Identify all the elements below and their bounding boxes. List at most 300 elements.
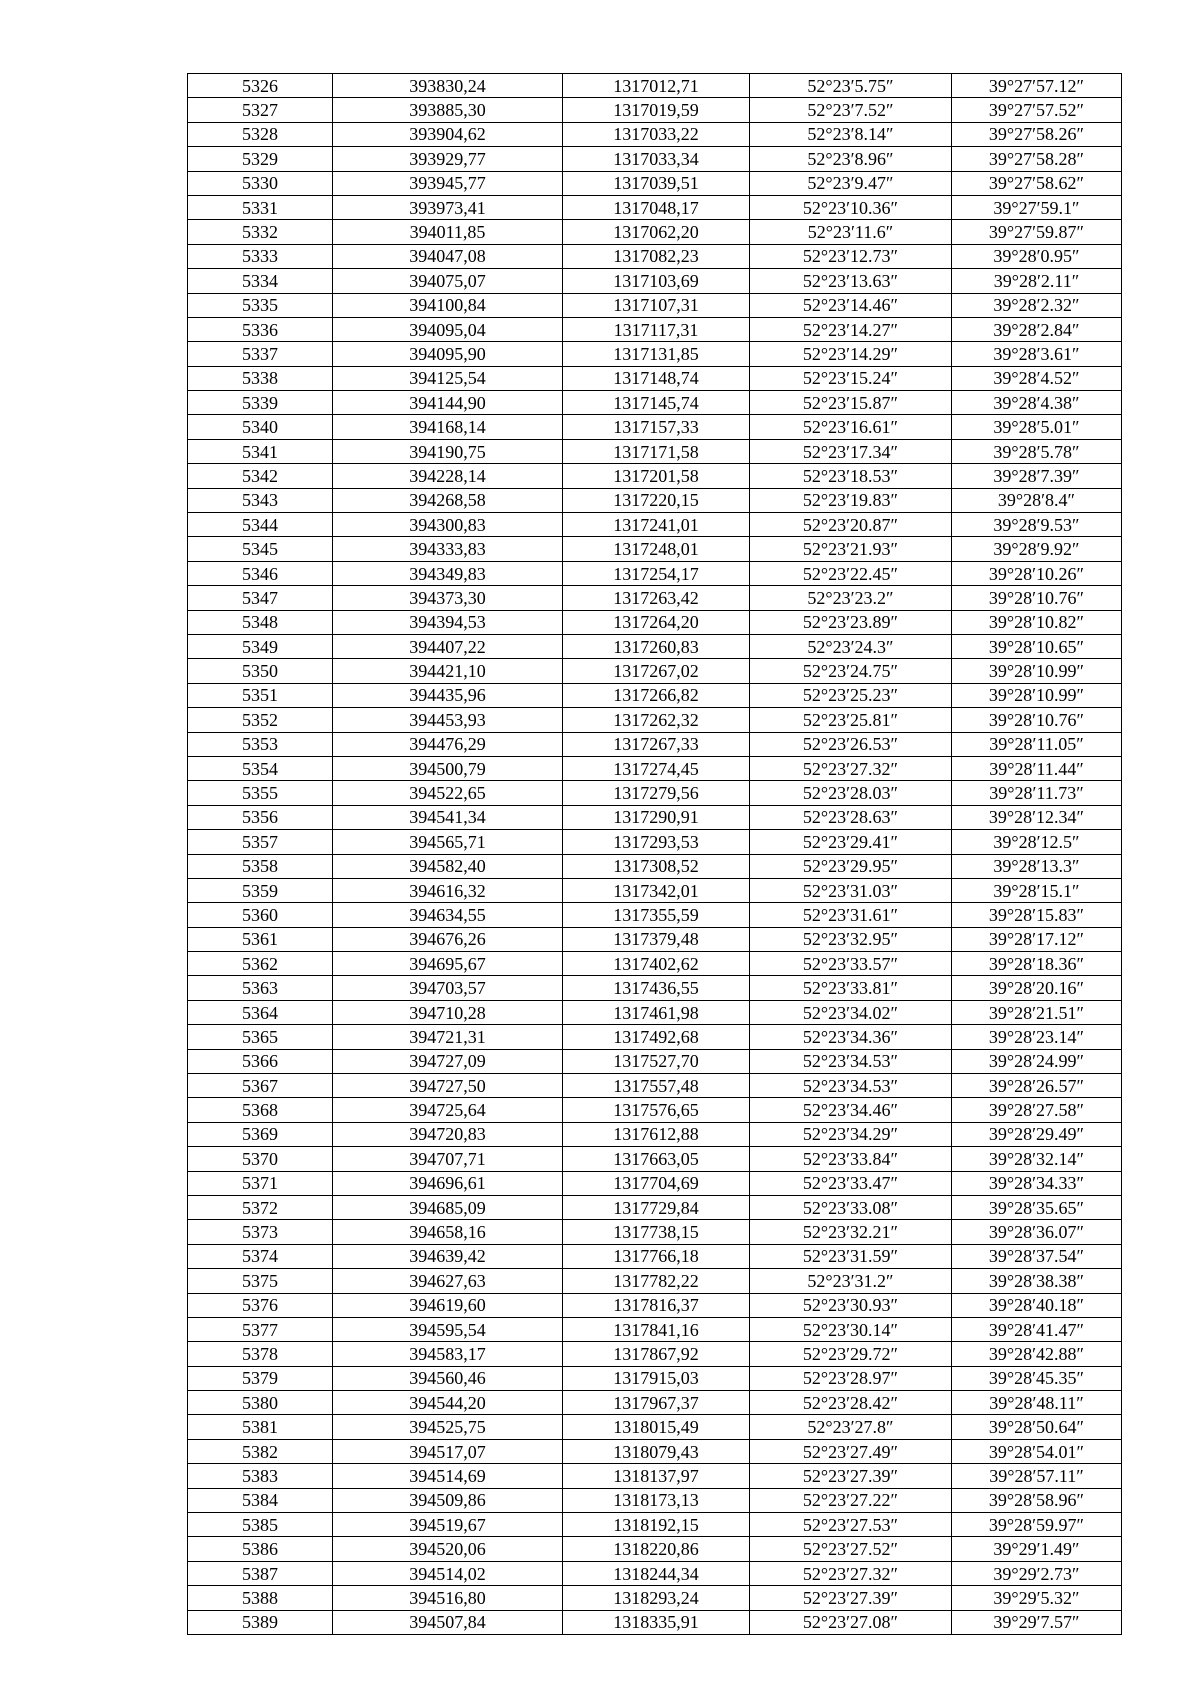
y-coordinate-cell: 1317766,18 — [563, 1244, 750, 1268]
table-row — [188, 952, 1122, 976]
y-coordinate-cell: 1317264,20 — [563, 610, 750, 634]
latitude-cell: 52°23′27.08″ — [750, 1610, 952, 1634]
point-number-cell: 5359 — [188, 878, 333, 902]
point-number-cell: 5362 — [188, 952, 333, 976]
longitude-cell: 39°28′29.49″ — [952, 1122, 1122, 1146]
y-coordinate-cell: 1317402,62 — [563, 952, 750, 976]
y-coordinate-cell: 1317379,48 — [563, 927, 750, 951]
y-coordinate-cell: 1317738,15 — [563, 1220, 750, 1244]
table-row — [188, 147, 1122, 171]
x-coordinate-cell: 394727,09 — [333, 1049, 563, 1073]
x-coordinate-cell: 394514,02 — [333, 1561, 563, 1585]
x-coordinate-cell: 394658,16 — [333, 1220, 563, 1244]
point-number-cell: 5383 — [188, 1464, 333, 1488]
table-row — [188, 586, 1122, 610]
table-row — [188, 1513, 1122, 1537]
latitude-cell: 52°23′31.2″ — [750, 1269, 952, 1293]
point-number-cell: 5363 — [188, 976, 333, 1000]
latitude-cell: 52°23′15.87″ — [750, 391, 952, 415]
x-coordinate-cell: 394721,31 — [333, 1025, 563, 1049]
table-row — [188, 1220, 1122, 1244]
latitude-cell: 52°23′9.47″ — [750, 171, 952, 195]
x-coordinate-cell: 394695,67 — [333, 952, 563, 976]
x-coordinate-cell: 394507,84 — [333, 1610, 563, 1634]
longitude-cell: 39°28′23.14″ — [952, 1025, 1122, 1049]
x-coordinate-cell: 394634,55 — [333, 903, 563, 927]
point-number-cell: 5342 — [188, 464, 333, 488]
point-number-cell: 5358 — [188, 854, 333, 878]
latitude-cell: 52°23′30.14″ — [750, 1317, 952, 1341]
x-coordinate-cell: 394685,09 — [333, 1195, 563, 1219]
y-coordinate-cell: 1318293,24 — [563, 1586, 750, 1610]
point-number-cell: 5379 — [188, 1366, 333, 1390]
y-coordinate-cell: 1317131,85 — [563, 342, 750, 366]
point-number-cell: 5360 — [188, 903, 333, 927]
point-number-cell: 5328 — [188, 122, 333, 146]
x-coordinate-cell: 394520,06 — [333, 1537, 563, 1561]
latitude-cell: 52°23′14.27″ — [750, 317, 952, 341]
table-row — [188, 1147, 1122, 1171]
x-coordinate-cell: 394453,93 — [333, 708, 563, 732]
x-coordinate-cell: 394509,86 — [333, 1488, 563, 1512]
y-coordinate-cell: 1317279,56 — [563, 781, 750, 805]
x-coordinate-cell: 394517,07 — [333, 1439, 563, 1463]
y-coordinate-cell: 1317461,98 — [563, 1000, 750, 1024]
x-coordinate-cell: 394407,22 — [333, 634, 563, 658]
longitude-cell: 39°27′58.26″ — [952, 122, 1122, 146]
table-row — [188, 854, 1122, 878]
longitude-cell: 39°28′36.07″ — [952, 1220, 1122, 1244]
point-number-cell: 5371 — [188, 1171, 333, 1195]
longitude-cell: 39°28′20.16″ — [952, 976, 1122, 1000]
point-number-cell: 5381 — [188, 1415, 333, 1439]
point-number-cell: 5327 — [188, 98, 333, 122]
latitude-cell: 52°23′14.46″ — [750, 293, 952, 317]
table-row — [188, 1244, 1122, 1268]
latitude-cell: 52°23′34.53″ — [750, 1074, 952, 1098]
point-number-cell: 5339 — [188, 391, 333, 415]
table-row — [188, 976, 1122, 1000]
latitude-cell: 52°23′34.53″ — [750, 1049, 952, 1073]
table-row — [188, 1025, 1122, 1049]
y-coordinate-cell: 1317033,34 — [563, 147, 750, 171]
point-number-cell: 5368 — [188, 1098, 333, 1122]
y-coordinate-cell: 1317492,68 — [563, 1025, 750, 1049]
latitude-cell: 52°23′28.63″ — [750, 805, 952, 829]
latitude-cell: 52°23′34.29″ — [750, 1122, 952, 1146]
longitude-cell: 39°28′7.39″ — [952, 464, 1122, 488]
table-row — [188, 513, 1122, 537]
y-coordinate-cell: 1317867,92 — [563, 1342, 750, 1366]
latitude-cell: 52°23′24.75″ — [750, 659, 952, 683]
point-number-cell: 5348 — [188, 610, 333, 634]
latitude-cell: 52°23′16.61″ — [750, 415, 952, 439]
y-coordinate-cell: 1318079,43 — [563, 1439, 750, 1463]
latitude-cell: 52°23′28.03″ — [750, 781, 952, 805]
point-number-cell: 5334 — [188, 269, 333, 293]
table-row — [188, 634, 1122, 658]
x-coordinate-cell: 394373,30 — [333, 586, 563, 610]
table-row — [188, 1464, 1122, 1488]
latitude-cell: 52°23′18.53″ — [750, 464, 952, 488]
longitude-cell: 39°27′59.87″ — [952, 220, 1122, 244]
y-coordinate-cell: 1317033,22 — [563, 122, 750, 146]
longitude-cell: 39°27′58.62″ — [952, 171, 1122, 195]
longitude-cell: 39°28′35.65″ — [952, 1195, 1122, 1219]
point-number-cell: 5378 — [188, 1342, 333, 1366]
point-number-cell: 5352 — [188, 708, 333, 732]
table-row — [188, 439, 1122, 463]
point-number-cell: 5347 — [188, 586, 333, 610]
latitude-cell: 52°23′32.95″ — [750, 927, 952, 951]
longitude-cell: 39°28′17.12″ — [952, 927, 1122, 951]
table-row — [188, 1195, 1122, 1219]
y-coordinate-cell: 1317062,20 — [563, 220, 750, 244]
longitude-cell: 39°28′37.54″ — [952, 1244, 1122, 1268]
table-row — [188, 927, 1122, 951]
point-number-cell: 5331 — [188, 195, 333, 219]
latitude-cell: 52°23′33.47″ — [750, 1171, 952, 1195]
longitude-cell: 39°28′24.99″ — [952, 1049, 1122, 1073]
y-coordinate-cell: 1317260,83 — [563, 634, 750, 658]
x-coordinate-cell: 394144,90 — [333, 391, 563, 415]
x-coordinate-cell: 394519,67 — [333, 1513, 563, 1537]
table-row — [188, 610, 1122, 634]
longitude-cell: 39°28′5.78″ — [952, 439, 1122, 463]
latitude-cell: 52°23′33.81″ — [750, 976, 952, 1000]
latitude-cell: 52°23′27.32″ — [750, 756, 952, 780]
y-coordinate-cell: 1317241,01 — [563, 513, 750, 537]
y-coordinate-cell: 1317117,31 — [563, 317, 750, 341]
table-row — [188, 1293, 1122, 1317]
x-coordinate-cell: 394565,71 — [333, 830, 563, 854]
point-number-cell: 5355 — [188, 781, 333, 805]
y-coordinate-cell: 1317048,17 — [563, 195, 750, 219]
x-coordinate-cell: 394100,84 — [333, 293, 563, 317]
x-coordinate-cell: 394435,96 — [333, 683, 563, 707]
y-coordinate-cell: 1317527,70 — [563, 1049, 750, 1073]
x-coordinate-cell: 394125,54 — [333, 366, 563, 390]
latitude-cell: 52°23′11.6″ — [750, 220, 952, 244]
x-coordinate-cell: 393945,77 — [333, 171, 563, 195]
point-number-cell: 5374 — [188, 1244, 333, 1268]
point-number-cell: 5365 — [188, 1025, 333, 1049]
table-row — [188, 683, 1122, 707]
point-number-cell: 5329 — [188, 147, 333, 171]
point-number-cell: 5332 — [188, 220, 333, 244]
table-row — [188, 1610, 1122, 1634]
latitude-cell: 52°23′24.3″ — [750, 634, 952, 658]
longitude-cell: 39°28′50.64″ — [952, 1415, 1122, 1439]
longitude-cell: 39°27′57.12″ — [952, 74, 1122, 98]
y-coordinate-cell: 1317263,42 — [563, 586, 750, 610]
table-row — [188, 1074, 1122, 1098]
longitude-cell: 39°28′0.95″ — [952, 244, 1122, 268]
x-coordinate-cell: 393929,77 — [333, 147, 563, 171]
y-coordinate-cell: 1317841,16 — [563, 1317, 750, 1341]
latitude-cell: 52°23′33.57″ — [750, 952, 952, 976]
point-number-cell: 5364 — [188, 1000, 333, 1024]
table-row — [188, 269, 1122, 293]
y-coordinate-cell: 1317267,33 — [563, 732, 750, 756]
y-coordinate-cell: 1318173,13 — [563, 1488, 750, 1512]
x-coordinate-cell: 394696,61 — [333, 1171, 563, 1195]
point-number-cell: 5387 — [188, 1561, 333, 1585]
table-row — [188, 561, 1122, 585]
y-coordinate-cell: 1318335,91 — [563, 1610, 750, 1634]
longitude-cell: 39°29′1.49″ — [952, 1537, 1122, 1561]
latitude-cell: 52°23′27.52″ — [750, 1537, 952, 1561]
latitude-cell: 52°23′27.32″ — [750, 1561, 952, 1585]
latitude-cell: 52°23′8.96″ — [750, 147, 952, 171]
x-coordinate-cell: 394095,90 — [333, 342, 563, 366]
table-row — [188, 1561, 1122, 1585]
x-coordinate-cell: 393885,30 — [333, 98, 563, 122]
table-row — [188, 1098, 1122, 1122]
x-coordinate-cell: 394560,46 — [333, 1366, 563, 1390]
point-number-cell: 5337 — [188, 342, 333, 366]
y-coordinate-cell: 1318015,49 — [563, 1415, 750, 1439]
point-number-cell: 5373 — [188, 1220, 333, 1244]
point-number-cell: 5357 — [188, 830, 333, 854]
longitude-cell: 39°28′8.4″ — [952, 488, 1122, 512]
x-coordinate-cell: 394720,83 — [333, 1122, 563, 1146]
y-coordinate-cell: 1317107,31 — [563, 293, 750, 317]
x-coordinate-cell: 394627,63 — [333, 1269, 563, 1293]
latitude-cell: 52°23′27.39″ — [750, 1586, 952, 1610]
y-coordinate-cell: 1317103,69 — [563, 269, 750, 293]
table-row — [188, 1586, 1122, 1610]
x-coordinate-cell: 394703,57 — [333, 976, 563, 1000]
table-row — [188, 98, 1122, 122]
latitude-cell: 52°23′13.63″ — [750, 269, 952, 293]
latitude-cell: 52°23′34.36″ — [750, 1025, 952, 1049]
longitude-cell: 39°28′12.34″ — [952, 805, 1122, 829]
point-number-cell: 5345 — [188, 537, 333, 561]
longitude-cell: 39°28′41.47″ — [952, 1317, 1122, 1341]
y-coordinate-cell: 1317157,33 — [563, 415, 750, 439]
latitude-cell: 52°23′21.93″ — [750, 537, 952, 561]
point-number-cell: 5376 — [188, 1293, 333, 1317]
y-coordinate-cell: 1317254,17 — [563, 561, 750, 585]
point-number-cell: 5344 — [188, 513, 333, 537]
table-row — [188, 732, 1122, 756]
x-coordinate-cell: 394300,83 — [333, 513, 563, 537]
point-number-cell: 5340 — [188, 415, 333, 439]
y-coordinate-cell: 1317248,01 — [563, 537, 750, 561]
longitude-cell: 39°28′21.51″ — [952, 1000, 1122, 1024]
table-row — [188, 244, 1122, 268]
longitude-cell: 39°28′10.76″ — [952, 586, 1122, 610]
y-coordinate-cell: 1317355,59 — [563, 903, 750, 927]
point-number-cell: 5380 — [188, 1391, 333, 1415]
point-number-cell: 5336 — [188, 317, 333, 341]
longitude-cell: 39°28′10.82″ — [952, 610, 1122, 634]
longitude-cell: 39°28′27.58″ — [952, 1098, 1122, 1122]
table-row — [188, 74, 1122, 98]
x-coordinate-cell: 394541,34 — [333, 805, 563, 829]
x-coordinate-cell: 394168,14 — [333, 415, 563, 439]
table-row — [188, 537, 1122, 561]
point-number-cell: 5338 — [188, 366, 333, 390]
point-number-cell: 5353 — [188, 732, 333, 756]
y-coordinate-cell: 1317039,51 — [563, 171, 750, 195]
table-row — [188, 1171, 1122, 1195]
x-coordinate-cell: 394619,60 — [333, 1293, 563, 1317]
longitude-cell: 39°28′11.05″ — [952, 732, 1122, 756]
x-coordinate-cell: 394583,17 — [333, 1342, 563, 1366]
longitude-cell: 39°28′5.01″ — [952, 415, 1122, 439]
x-coordinate-cell: 394544,20 — [333, 1391, 563, 1415]
longitude-cell: 39°29′5.32″ — [952, 1586, 1122, 1610]
longitude-cell: 39°28′3.61″ — [952, 342, 1122, 366]
point-number-cell: 5354 — [188, 756, 333, 780]
table-row — [188, 1269, 1122, 1293]
coordinates-table — [187, 73, 1122, 1635]
point-number-cell: 5385 — [188, 1513, 333, 1537]
table-row — [188, 1317, 1122, 1341]
table-row — [188, 391, 1122, 415]
longitude-cell: 39°28′2.11″ — [952, 269, 1122, 293]
y-coordinate-cell: 1317220,15 — [563, 488, 750, 512]
latitude-cell: 52°23′8.14″ — [750, 122, 952, 146]
latitude-cell: 52°23′27.22″ — [750, 1488, 952, 1512]
table-row — [188, 415, 1122, 439]
longitude-cell: 39°28′38.38″ — [952, 1269, 1122, 1293]
longitude-cell: 39°29′7.57″ — [952, 1610, 1122, 1634]
x-coordinate-cell: 394582,40 — [333, 854, 563, 878]
table-row — [188, 1537, 1122, 1561]
y-coordinate-cell: 1317967,37 — [563, 1391, 750, 1415]
y-coordinate-cell: 1317915,03 — [563, 1366, 750, 1390]
point-number-cell: 5386 — [188, 1537, 333, 1561]
longitude-cell: 39°28′59.97″ — [952, 1513, 1122, 1537]
y-coordinate-cell: 1317308,52 — [563, 854, 750, 878]
latitude-cell: 52°23′32.21″ — [750, 1220, 952, 1244]
point-number-cell: 5372 — [188, 1195, 333, 1219]
longitude-cell: 39°29′2.73″ — [952, 1561, 1122, 1585]
x-coordinate-cell: 394476,29 — [333, 732, 563, 756]
point-number-cell: 5375 — [188, 1269, 333, 1293]
y-coordinate-cell: 1317012,71 — [563, 74, 750, 98]
longitude-cell: 39°28′58.96″ — [952, 1488, 1122, 1512]
table-row — [188, 488, 1122, 512]
latitude-cell: 52°23′29.41″ — [750, 830, 952, 854]
longitude-cell: 39°27′59.1″ — [952, 195, 1122, 219]
latitude-cell: 52°23′27.49″ — [750, 1439, 952, 1463]
table-row — [188, 1366, 1122, 1390]
x-coordinate-cell: 394349,83 — [333, 561, 563, 585]
latitude-cell: 52°23′27.8″ — [750, 1415, 952, 1439]
x-coordinate-cell: 394522,65 — [333, 781, 563, 805]
latitude-cell: 52°23′12.73″ — [750, 244, 952, 268]
point-number-cell: 5333 — [188, 244, 333, 268]
latitude-cell: 52°23′23.2″ — [750, 586, 952, 610]
longitude-cell: 39°28′57.11″ — [952, 1464, 1122, 1488]
table-row — [188, 342, 1122, 366]
latitude-cell: 52°23′34.46″ — [750, 1098, 952, 1122]
x-coordinate-cell: 394514,69 — [333, 1464, 563, 1488]
latitude-cell: 52°23′33.84″ — [750, 1147, 952, 1171]
y-coordinate-cell: 1317293,53 — [563, 830, 750, 854]
latitude-cell: 52°23′15.24″ — [750, 366, 952, 390]
latitude-cell: 52°23′28.97″ — [750, 1366, 952, 1390]
longitude-cell: 39°28′2.84″ — [952, 317, 1122, 341]
latitude-cell: 52°23′20.87″ — [750, 513, 952, 537]
table-row — [188, 1342, 1122, 1366]
x-coordinate-cell: 393904,62 — [333, 122, 563, 146]
point-number-cell: 5349 — [188, 634, 333, 658]
y-coordinate-cell: 1317342,01 — [563, 878, 750, 902]
y-coordinate-cell: 1317148,74 — [563, 366, 750, 390]
longitude-cell: 39°28′9.92″ — [952, 537, 1122, 561]
longitude-cell: 39°28′4.52″ — [952, 366, 1122, 390]
latitude-cell: 52°23′28.42″ — [750, 1391, 952, 1415]
longitude-cell: 39°28′34.33″ — [952, 1171, 1122, 1195]
point-number-cell: 5366 — [188, 1049, 333, 1073]
point-number-cell: 5356 — [188, 805, 333, 829]
y-coordinate-cell: 1317612,88 — [563, 1122, 750, 1146]
latitude-cell: 52°23′27.39″ — [750, 1464, 952, 1488]
latitude-cell: 52°23′31.61″ — [750, 903, 952, 927]
y-coordinate-cell: 1317782,22 — [563, 1269, 750, 1293]
y-coordinate-cell: 1317704,69 — [563, 1171, 750, 1195]
longitude-cell: 39°28′15.1″ — [952, 878, 1122, 902]
latitude-cell: 52°23′25.23″ — [750, 683, 952, 707]
y-coordinate-cell: 1318220,86 — [563, 1537, 750, 1561]
latitude-cell: 52°23′17.34″ — [750, 439, 952, 463]
latitude-cell: 52°23′19.83″ — [750, 488, 952, 512]
y-coordinate-cell: 1317274,45 — [563, 756, 750, 780]
longitude-cell: 39°28′10.65″ — [952, 634, 1122, 658]
longitude-cell: 39°28′42.88″ — [952, 1342, 1122, 1366]
y-coordinate-cell: 1317663,05 — [563, 1147, 750, 1171]
latitude-cell: 52°23′23.89″ — [750, 610, 952, 634]
table-row — [188, 220, 1122, 244]
x-coordinate-cell: 394421,10 — [333, 659, 563, 683]
y-coordinate-cell: 1317729,84 — [563, 1195, 750, 1219]
x-coordinate-cell: 393830,24 — [333, 74, 563, 98]
y-coordinate-cell: 1317145,74 — [563, 391, 750, 415]
latitude-cell: 52°23′10.36″ — [750, 195, 952, 219]
longitude-cell: 39°28′2.32″ — [952, 293, 1122, 317]
point-number-cell: 5346 — [188, 561, 333, 585]
point-number-cell: 5388 — [188, 1586, 333, 1610]
point-number-cell: 5369 — [188, 1122, 333, 1146]
table-row — [188, 756, 1122, 780]
x-coordinate-cell: 394516,80 — [333, 1586, 563, 1610]
x-coordinate-cell: 394228,14 — [333, 464, 563, 488]
x-coordinate-cell: 394639,42 — [333, 1244, 563, 1268]
longitude-cell: 39°28′10.76″ — [952, 708, 1122, 732]
table-row — [188, 903, 1122, 927]
point-number-cell: 5326 — [188, 74, 333, 98]
latitude-cell: 52°23′29.95″ — [750, 854, 952, 878]
table-row — [188, 1488, 1122, 1512]
y-coordinate-cell: 1317171,58 — [563, 439, 750, 463]
x-coordinate-cell: 394595,54 — [333, 1317, 563, 1341]
longitude-cell: 39°28′15.83″ — [952, 903, 1122, 927]
x-coordinate-cell: 394333,83 — [333, 537, 563, 561]
y-coordinate-cell: 1317262,32 — [563, 708, 750, 732]
longitude-cell: 39°28′45.35″ — [952, 1366, 1122, 1390]
table-row — [188, 293, 1122, 317]
y-coordinate-cell: 1317266,82 — [563, 683, 750, 707]
longitude-cell: 39°28′18.36″ — [952, 952, 1122, 976]
table-row — [188, 171, 1122, 195]
latitude-cell: 52°23′34.02″ — [750, 1000, 952, 1024]
table-row — [188, 122, 1122, 146]
